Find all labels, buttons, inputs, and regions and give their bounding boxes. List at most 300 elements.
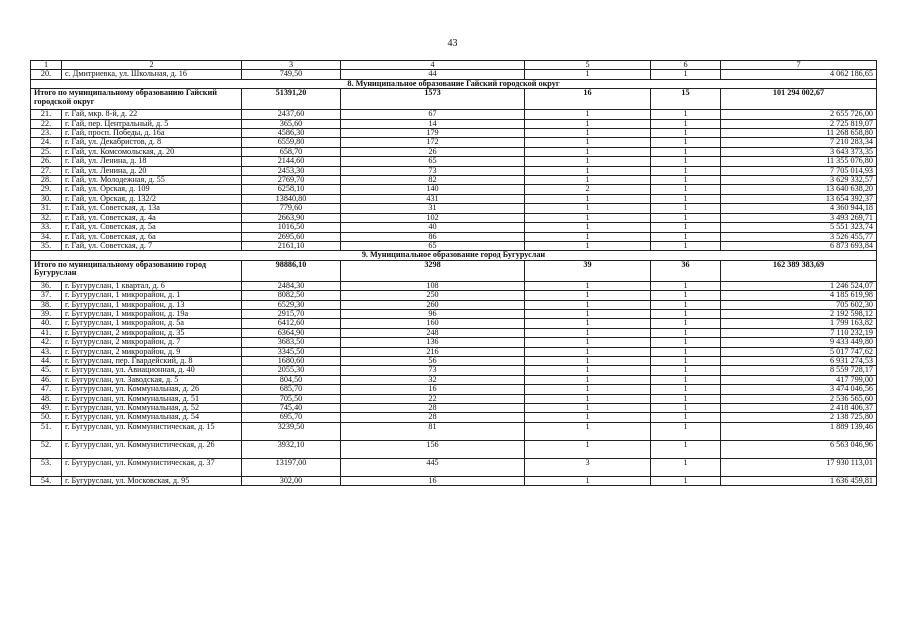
address: г. Гай, мкр. 8-й, д. 22: [62, 110, 242, 119]
cost-value: 6 873 693,84: [721, 241, 877, 250]
col6-value: 1: [651, 157, 721, 166]
area-value: 4586,30: [242, 129, 341, 138]
col6-value: 1: [651, 458, 721, 476]
col-number-7: 7: [721, 61, 877, 70]
cost-value: 13 654 392,37: [721, 194, 877, 203]
cost-value: 7 110 232,19: [721, 328, 877, 337]
cost-value: 13 640 638,20: [721, 185, 877, 194]
total-label: Итого по муниципальному образованию город Бугуруслан: [31, 260, 242, 281]
col6-value: 1: [651, 232, 721, 241]
section-title: 9. Муниципальное образование город Бугуруслан: [31, 251, 877, 260]
area-value: 2663,90: [242, 213, 341, 222]
col5-value: 1: [525, 241, 651, 250]
col6-value: 1: [651, 375, 721, 384]
address: г. Гай, ул. Орская, д. 132/2: [62, 194, 242, 203]
cost-value: 2 536 565,60: [721, 394, 877, 403]
row-number: 27.: [31, 166, 62, 175]
col5-value: 1: [525, 413, 651, 422]
table-row: [31, 413, 877, 422]
address: г. Гай, просп. Победы, д. 16а: [62, 129, 242, 138]
table-row: [31, 309, 877, 318]
cost-value: 3 643 373,35: [721, 147, 877, 156]
row-number: 26.: [31, 157, 62, 166]
col5-value: 1: [525, 147, 651, 156]
row-number: 47.: [31, 385, 62, 394]
address: г. Бугуруслан, 1 микрорайон, д. 13: [62, 300, 242, 309]
row-number: 34.: [31, 232, 62, 241]
people-count: 108: [341, 281, 525, 290]
area-value: 2437,60: [242, 110, 341, 119]
table-row: [31, 281, 877, 290]
address: г. Бугуруслан, ул. Коммунистическая, д. 15: [62, 422, 242, 440]
cost-value: 3 474 046,56: [721, 385, 877, 394]
area-value: 6364,90: [242, 328, 341, 337]
col6-value: 1: [651, 328, 721, 337]
col6-value: 1: [651, 119, 721, 128]
col6-value: 1: [651, 404, 721, 413]
row-number: 48.: [31, 394, 62, 403]
table-row: [31, 347, 877, 356]
table-row: [31, 70, 877, 79]
table-row: [31, 291, 877, 300]
row-number: 52.: [31, 440, 62, 458]
row-number: 40.: [31, 319, 62, 328]
col-number-6: 6: [651, 61, 721, 70]
area-value: 2453,30: [242, 166, 341, 175]
people-count: 56: [341, 356, 525, 365]
row-number: 22.: [31, 119, 62, 128]
people-count: 431: [341, 194, 525, 203]
address: г. Бугуруслан, 2 микрорайон, д. 9: [62, 347, 242, 356]
col-number-5: 5: [525, 61, 651, 70]
people-count: 32: [341, 375, 525, 384]
table-row: [31, 176, 877, 185]
col-number-4: 4: [341, 61, 525, 70]
col6-value: 1: [651, 110, 721, 119]
col6-value: 1: [651, 385, 721, 394]
col5-value: 1: [525, 476, 651, 485]
area-value: 3345,50: [242, 347, 341, 356]
address: г. Бугуруслан, 1 микрорайон, д. 5а: [62, 319, 242, 328]
people-count: 260: [341, 300, 525, 309]
row-number: 49.: [31, 404, 62, 413]
row-number: 38.: [31, 300, 62, 309]
col6-value: 1: [651, 366, 721, 375]
row-number: 46.: [31, 375, 62, 384]
people-count: 67: [341, 110, 525, 119]
col6-value: 1: [651, 291, 721, 300]
address: г. Гай, ул. Ленина, д. 20: [62, 166, 242, 175]
people-count: 16: [341, 385, 525, 394]
table-row: [31, 394, 877, 403]
col6-value: 1: [651, 223, 721, 232]
table-body: [31, 61, 877, 486]
area-value: 3683,50: [242, 338, 341, 347]
area-value: 6258,10: [242, 185, 341, 194]
area-value: 2695,60: [242, 232, 341, 241]
area-value: 779,60: [242, 204, 341, 213]
people-count: 86: [341, 232, 525, 241]
table-row: [31, 157, 877, 166]
cost-value: 417 799,00: [721, 375, 877, 384]
col5-value: 1: [525, 176, 651, 185]
area-value: 705,50: [242, 394, 341, 403]
address: г. Бугуруслан, ул. Коммунальная, д. 26: [62, 385, 242, 394]
area-value: 2055,30: [242, 366, 341, 375]
col6-value: 1: [651, 422, 721, 440]
people-count: 96: [341, 309, 525, 318]
col5-value: 1: [525, 328, 651, 337]
area-value: 13197,00: [242, 458, 341, 476]
col5-value: 1: [525, 119, 651, 128]
total-people: 3298: [341, 260, 525, 281]
col6-value: 1: [651, 147, 721, 156]
address: с. Дмитриевка, ул. Школьная, д. 16: [62, 70, 242, 79]
col5-value: 1: [525, 375, 651, 384]
address: г. Гай, пер. Центральный, д. 5: [62, 119, 242, 128]
people-count: 248: [341, 328, 525, 337]
address: г. Гай, ул. Орская, д. 109: [62, 185, 242, 194]
cost-value: 5 551 323,74: [721, 223, 877, 232]
col5-value: 1: [525, 166, 651, 175]
address: г. Бугуруслан, пер. Гвардейский, д. 8: [62, 356, 242, 365]
row-number: 41.: [31, 328, 62, 337]
table-row: [31, 110, 877, 119]
cost-value: 2 725 819,07: [721, 119, 877, 128]
cost-value: 1 636 459,81: [721, 476, 877, 485]
cost-value: 705 602,30: [721, 300, 877, 309]
row-number: 39.: [31, 309, 62, 318]
people-count: 179: [341, 129, 525, 138]
col6-value: 1: [651, 185, 721, 194]
row-number: 21.: [31, 110, 62, 119]
cost-value: 1 246 524,07: [721, 281, 877, 290]
col5-value: 1: [525, 394, 651, 403]
people-count: 65: [341, 157, 525, 166]
cost-value: 3 526 455,77: [721, 232, 877, 241]
col5-value: 1: [525, 110, 651, 119]
people-count: 28: [341, 404, 525, 413]
row-number: 53.: [31, 458, 62, 476]
cost-value: 7 705 014,93: [721, 166, 877, 175]
col5-value: 2: [525, 185, 651, 194]
table-row: [31, 366, 877, 375]
col5-value: 1: [525, 213, 651, 222]
total-area: 51391,20: [242, 89, 341, 110]
col-number-1: 1: [31, 61, 62, 70]
table-row: [31, 129, 877, 138]
area-value: 804,50: [242, 375, 341, 384]
area-value: 658,70: [242, 147, 341, 156]
col6-value: 1: [651, 70, 721, 79]
housing-table: [30, 60, 877, 486]
people-count: 102: [341, 213, 525, 222]
col5-value: 1: [525, 366, 651, 375]
col5-value: 1: [525, 309, 651, 318]
row-number: 54.: [31, 476, 62, 485]
row-number: 32.: [31, 213, 62, 222]
row-number: 31.: [31, 204, 62, 213]
total-cost: 101 294 002,67: [721, 89, 877, 110]
col6-value: 1: [651, 338, 721, 347]
area-value: 365,60: [242, 119, 341, 128]
cost-value: 6 563 046,96: [721, 440, 877, 458]
table-row: [31, 422, 877, 440]
col6-value: 1: [651, 281, 721, 290]
row-number: 45.: [31, 366, 62, 375]
people-count: 156: [341, 440, 525, 458]
address: г. Бугуруслан, ул. Коммунальная, д. 52: [62, 404, 242, 413]
address: г. Бугуруслан, 1 квартал, д. 6: [62, 281, 242, 290]
table-row: [31, 476, 877, 485]
row-number: 42.: [31, 338, 62, 347]
col6-value: 1: [651, 356, 721, 365]
col5-value: 1: [525, 385, 651, 394]
total-row: [31, 260, 877, 281]
people-count: 16: [341, 476, 525, 485]
row-number: 20.: [31, 70, 62, 79]
col6-value: 1: [651, 319, 721, 328]
row-number: 23.: [31, 129, 62, 138]
address: г. Гай, ул. Советская, д. 13а: [62, 204, 242, 213]
table-row: [31, 204, 877, 213]
address: г. Бугуруслан, ул. Коммунальная, д. 54: [62, 413, 242, 422]
col5-value: 1: [525, 338, 651, 347]
col5-value: 1: [525, 223, 651, 232]
address: г. Гай, ул. Ленина, д. 18: [62, 157, 242, 166]
col5-value: 1: [525, 347, 651, 356]
cost-value: 3 493 269,71: [721, 213, 877, 222]
cost-value: 1 889 139,46: [721, 422, 877, 440]
column-number-row: [31, 61, 877, 70]
col5-value: 1: [525, 157, 651, 166]
area-value: 1016,50: [242, 223, 341, 232]
col6-value: 1: [651, 347, 721, 356]
address: г. Гай, ул. Комсомольская, д. 20: [62, 147, 242, 156]
col5-value: 1: [525, 356, 651, 365]
address: г. Бугуруслан, ул. Коммунистическая, д. 26: [62, 440, 242, 458]
address: г. Бугуруслан, ул. Авиационная, д. 40: [62, 366, 242, 375]
address: г. Гай, ул. Советская, д. 7: [62, 241, 242, 250]
row-number: 50.: [31, 413, 62, 422]
address: г. Бугуруслан, ул. Коммунальная, д. 51: [62, 394, 242, 403]
col6-value: 1: [651, 241, 721, 250]
people-count: 22: [341, 394, 525, 403]
col6-value: 1: [651, 138, 721, 147]
address: г. Гай, ул. Молодежная, д. 55: [62, 176, 242, 185]
people-count: 65: [341, 241, 525, 250]
col6-value: 1: [651, 176, 721, 185]
col6-value: 1: [651, 440, 721, 458]
area-value: 2161,10: [242, 241, 341, 250]
table-row: [31, 300, 877, 309]
total-row: [31, 89, 877, 110]
col6-value: 1: [651, 309, 721, 318]
col5-value: 1: [525, 300, 651, 309]
row-number: 51.: [31, 422, 62, 440]
col6-value: 1: [651, 476, 721, 485]
people-count: 160: [341, 319, 525, 328]
cost-value: 3 629 332,57: [721, 176, 877, 185]
address: г. Гай, ул. Советская, д. 5а: [62, 223, 242, 232]
table-row: [31, 185, 877, 194]
table-row: [31, 232, 877, 241]
total-col6: 15: [651, 89, 721, 110]
row-number: 25.: [31, 147, 62, 156]
people-count: 445: [341, 458, 525, 476]
people-count: 172: [341, 138, 525, 147]
row-number: 28.: [31, 176, 62, 185]
col6-value: 1: [651, 129, 721, 138]
col5-value: 1: [525, 129, 651, 138]
area-value: 6529,30: [242, 300, 341, 309]
address: г. Бугуруслан, 2 микрорайон, д. 7: [62, 338, 242, 347]
people-count: 216: [341, 347, 525, 356]
area-value: 3239,50: [242, 422, 341, 440]
people-count: 40: [341, 223, 525, 232]
row-number: 33.: [31, 223, 62, 232]
area-value: 6559,80: [242, 138, 341, 147]
area-value: 685,70: [242, 385, 341, 394]
table-row: [31, 213, 877, 222]
cost-value: 7 210 283,34: [721, 138, 877, 147]
col5-value: 1: [525, 232, 651, 241]
area-value: 745,40: [242, 404, 341, 413]
col6-value: 1: [651, 166, 721, 175]
col6-value: 1: [651, 194, 721, 203]
col-number-3: 3: [242, 61, 341, 70]
address: г. Гай, ул. Декабристов, д. 8: [62, 138, 242, 147]
col5-value: 1: [525, 422, 651, 440]
cost-value: 4 360 944,18: [721, 204, 877, 213]
people-count: 44: [341, 70, 525, 79]
address: г. Гай, ул. Советская, д. 4а: [62, 213, 242, 222]
table-row: [31, 458, 877, 476]
row-number: 35.: [31, 241, 62, 250]
table-row: [31, 338, 877, 347]
col6-value: 1: [651, 213, 721, 222]
page-number: 43: [447, 38, 458, 49]
col5-value: 1: [525, 319, 651, 328]
people-count: 26: [341, 147, 525, 156]
total-col6: 36: [651, 260, 721, 281]
table-row: [31, 147, 877, 156]
cost-value: 2 655 726,00: [721, 110, 877, 119]
cost-value: 2 418 406,37: [721, 404, 877, 413]
table-row: [31, 385, 877, 394]
section-header-row: [31, 251, 877, 260]
address: г. Бугуруслан, 1 микрорайон, д. 19а: [62, 309, 242, 318]
col5-value: 1: [525, 194, 651, 203]
area-value: 13840,80: [242, 194, 341, 203]
total-area: 98886,10: [242, 260, 341, 281]
table-row: [31, 319, 877, 328]
table-row: [31, 138, 877, 147]
row-number: 30.: [31, 194, 62, 203]
col5-value: 1: [525, 404, 651, 413]
row-number: 44.: [31, 356, 62, 365]
people-count: 28: [341, 413, 525, 422]
area-value: 749,50: [242, 70, 341, 79]
people-count: 14: [341, 119, 525, 128]
cost-value: 11 268 658,80: [721, 129, 877, 138]
total-label: Итого по муниципальному образованию Гайский городской округ: [31, 89, 242, 110]
area-value: 1680,60: [242, 356, 341, 365]
col5-value: 1: [525, 138, 651, 147]
cost-value: 4 062 186,65: [721, 70, 877, 79]
cost-value: 11 355 076,80: [721, 157, 877, 166]
cost-value: 5 017 747,62: [721, 347, 877, 356]
table-row: [31, 194, 877, 203]
col5-value: 1: [525, 70, 651, 79]
col6-value: 1: [651, 300, 721, 309]
people-count: 73: [341, 166, 525, 175]
cost-value: 1 799 163,82: [721, 319, 877, 328]
cost-value: 2 138 725,80: [721, 413, 877, 422]
area-value: 2144,60: [242, 157, 341, 166]
section-title: 8. Муниципальное образование Гайский городской округ: [31, 79, 877, 88]
col5-value: 1: [525, 291, 651, 300]
table-row: [31, 166, 877, 175]
table-row: [31, 241, 877, 250]
area-value: 8082,50: [242, 291, 341, 300]
area-value: 2484,30: [242, 281, 341, 290]
table-row: [31, 223, 877, 232]
row-number: 24.: [31, 138, 62, 147]
cost-value: 17 930 113,01: [721, 458, 877, 476]
area-value: 3932,10: [242, 440, 341, 458]
area-value: 695,70: [242, 413, 341, 422]
row-number: 37.: [31, 291, 62, 300]
col5-value: 1: [525, 204, 651, 213]
people-count: 140: [341, 185, 525, 194]
address: г. Бугуруслан, ул. Заводская, д. 5: [62, 375, 242, 384]
total-col5: 16: [525, 89, 651, 110]
people-count: 73: [341, 366, 525, 375]
table-row: [31, 328, 877, 337]
total-people: 1573: [341, 89, 525, 110]
area-value: 2915,70: [242, 309, 341, 318]
people-count: 31: [341, 204, 525, 213]
people-count: 250: [341, 291, 525, 300]
cost-value: 8 559 728,17: [721, 366, 877, 375]
col6-value: 1: [651, 204, 721, 213]
cost-value: 4 185 619,98: [721, 291, 877, 300]
area-value: 302,00: [242, 476, 341, 485]
col6-value: 1: [651, 394, 721, 403]
table-row: [31, 440, 877, 458]
address: г. Бугуруслан, ул. Коммунистическая, д. 37: [62, 458, 242, 476]
cost-value: 2 192 598,12: [721, 309, 877, 318]
table-row: [31, 375, 877, 384]
people-count: 82: [341, 176, 525, 185]
table-row: [31, 356, 877, 365]
col5-value: 1: [525, 440, 651, 458]
people-count: 136: [341, 338, 525, 347]
address: г. Бугуруслан, 1 микрорайон, д. 1: [62, 291, 242, 300]
col6-value: 1: [651, 413, 721, 422]
cost-value: 9 433 449,80: [721, 338, 877, 347]
total-cost: 162 389 383,69: [721, 260, 877, 281]
address: г. Бугуруслан, ул. Московская, д. 95: [62, 476, 242, 485]
total-col5: 39: [525, 260, 651, 281]
section-header-row: [31, 79, 877, 88]
area-value: 2769,70: [242, 176, 341, 185]
col5-value: 1: [525, 281, 651, 290]
table-row: [31, 404, 877, 413]
cost-value: 6 931 274,53: [721, 356, 877, 365]
area-value: 6412,60: [242, 319, 341, 328]
